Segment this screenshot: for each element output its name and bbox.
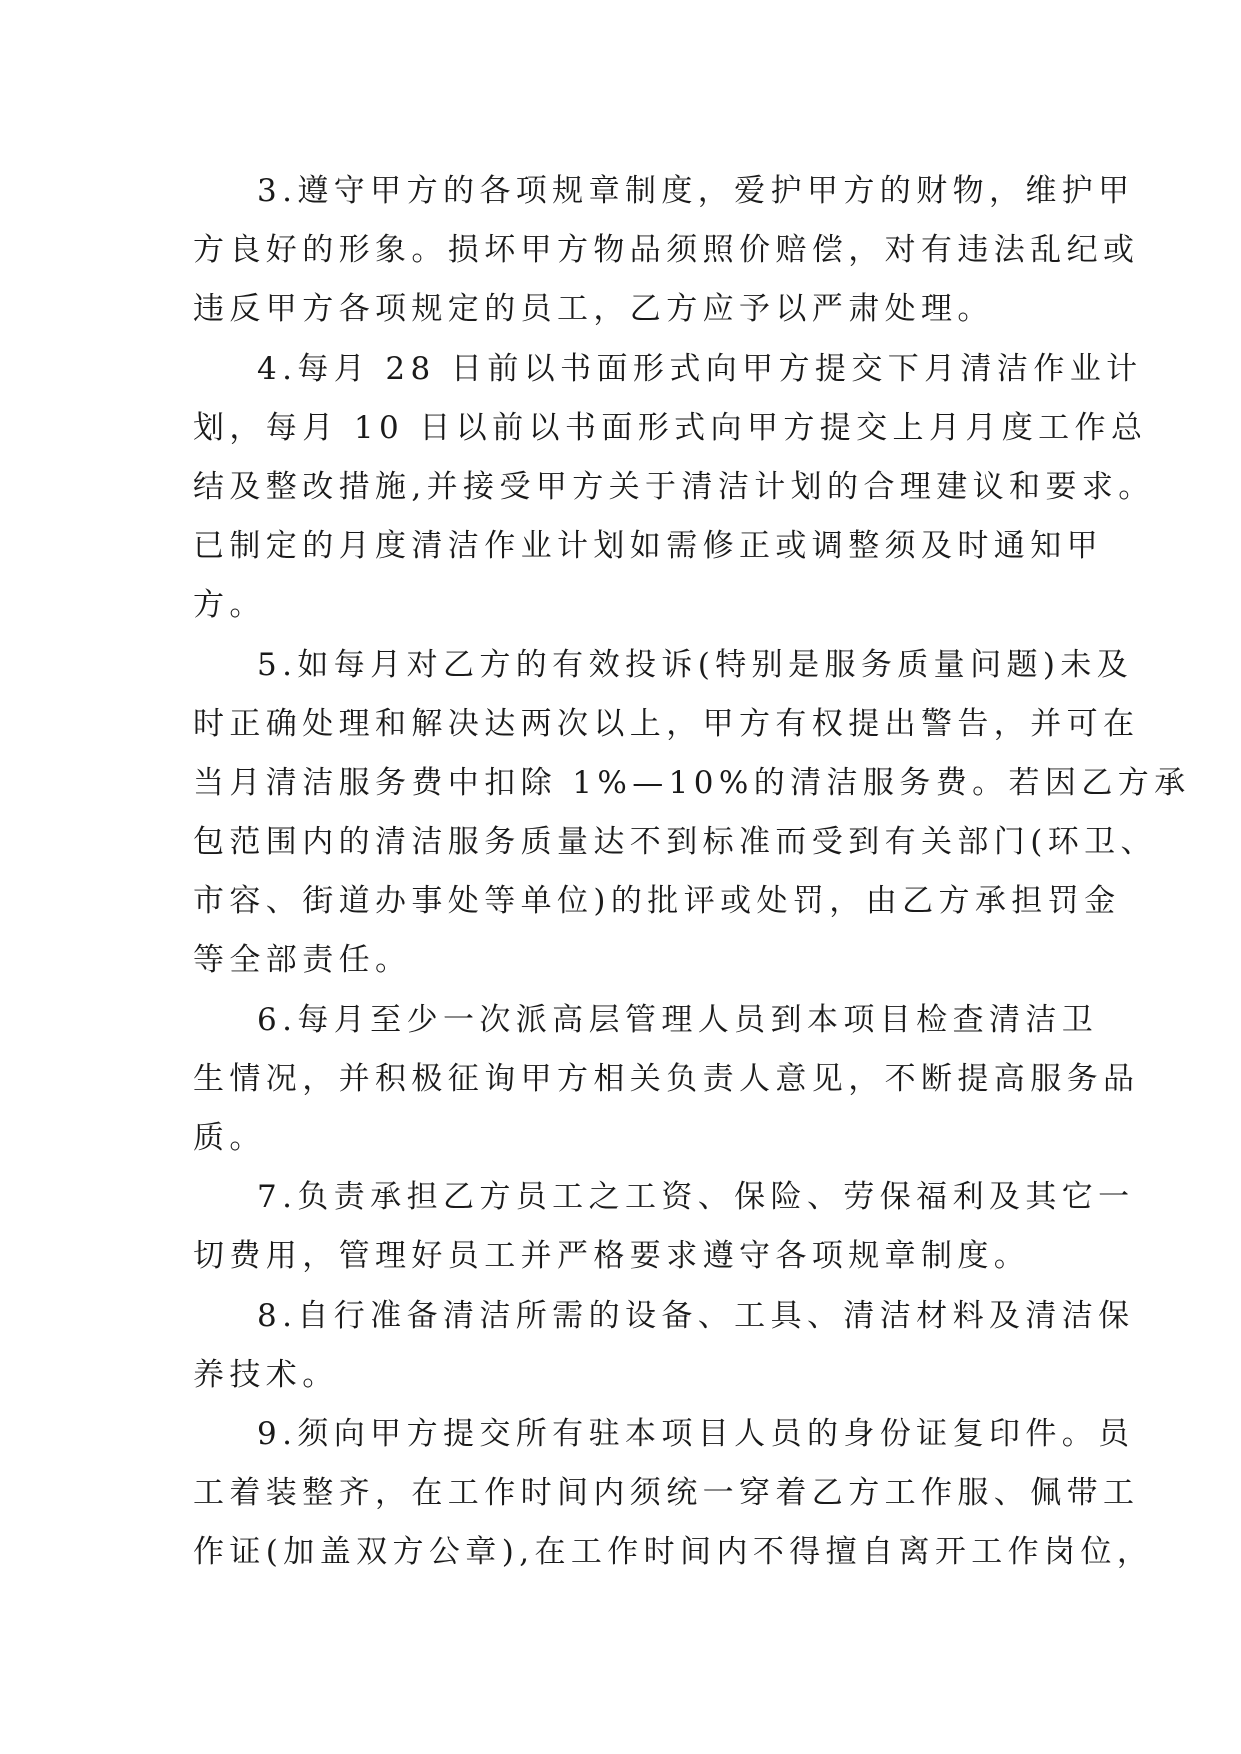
clause-line: 结及整改措施,并接受甲方关于清洁计划的合理建议和要求。 <box>193 468 1155 505</box>
clause-line: 市容、街道办事处等单位)的批评或处罚，由乙方承担罚金 <box>193 883 1121 920</box>
clause-line: 6.每月至少一次派高层管理人员到本项目检查清洁卫 <box>257 1001 1099 1038</box>
clause-5 <box>193 636 1191 991</box>
clause-line: 4.每月 28 日前以书面形式向甲方提交下月清洁作业计 <box>257 350 1143 387</box>
clause-line: 切费用，管理好员工并严格要求遵守各项规章制度。 <box>193 1238 1031 1275</box>
clause-6 <box>193 991 1140 1169</box>
clause-line: 5.如每月对乙方的有效投诉(特别是服务质量问题)未及 <box>257 646 1134 683</box>
clause-line: 作证(加盖双方公章),在工作时间内不得擅自离开工作岗位， <box>193 1534 1154 1571</box>
clause-line: 养技术。 <box>193 1356 339 1393</box>
clause-9 <box>193 1405 1154 1583</box>
clause-line: 质。 <box>193 1120 266 1156</box>
clause-4 <box>193 340 1155 636</box>
clause-line: 方。 <box>193 587 266 624</box>
clause-7 <box>193 1168 1135 1286</box>
clause-line: 生情况，并积极征询甲方相关负责人意见，不断提高服务品 <box>193 1060 1140 1097</box>
clause-line: 方良好的形象。损坏甲方物品须照价赔偿，对有违法乱纪或 <box>193 232 1140 269</box>
clause-line: 违反甲方各项规定的员工，乙方应予以严肃处理。 <box>193 291 994 328</box>
clause-line: 划，每月 10 日以前以书面形式向甲方提交上月月度工作总 <box>193 409 1148 446</box>
document-body <box>193 162 1191 1583</box>
clause-line: 时正确处理和解决达两次以上，甲方有权提出警告，并可在 <box>193 705 1140 742</box>
clause-line: 已制定的月度清洁作业计划如需修正或调整须及时通知甲 <box>193 528 1103 565</box>
clause-line: 包范围内的清洁服务质量达不到标准而受到有关部门(环卫、 <box>193 824 1157 861</box>
clause-line: 工着装整齐，在工作时间内须统一穿着乙方工作服、佩带工 <box>193 1475 1140 1512</box>
clause-line: 8.自行准备清洁所需的设备、工具、清洁材料及清洁保 <box>257 1297 1135 1334</box>
clause-line: 9.须向甲方提交所有驻本项目人员的身份证复印件。员 <box>257 1415 1135 1452</box>
clause-3 <box>193 162 1140 340</box>
clause-line: 当月清洁服务费中扣除 1%—10%的清洁服务费。若因乙方承 <box>193 764 1191 801</box>
clause-line: 等全部责任。 <box>193 942 412 979</box>
clause-8 <box>193 1287 1135 1405</box>
clause-line: 3.遵守甲方的各项规章制度，爱护甲方的财物，维护甲 <box>257 173 1135 209</box>
clause-line: 7.负责承担乙方员工之工资、保险、劳保福利及其它一 <box>257 1179 1135 1216</box>
